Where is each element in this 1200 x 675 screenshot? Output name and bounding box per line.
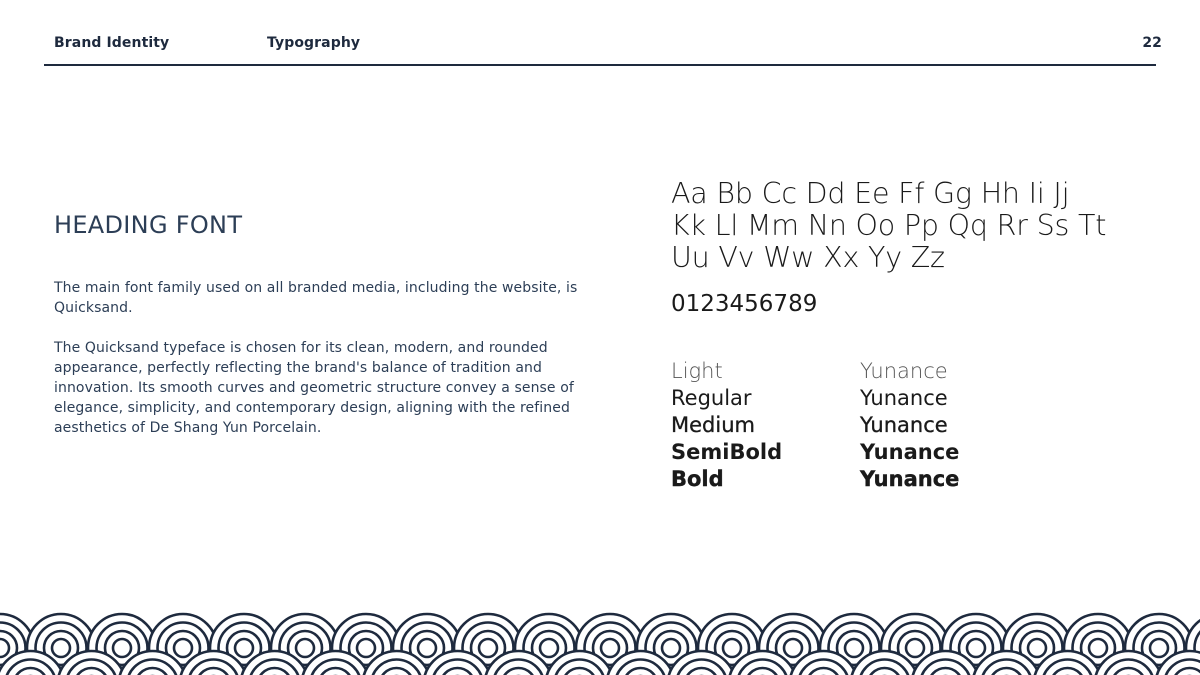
weight-row-semibold — [671, 439, 1171, 466]
font-weights-list — [671, 358, 1171, 493]
wave-ring — [967, 639, 985, 657]
wave-ring — [662, 639, 680, 657]
alphabet-line: Aa Bb Cc Dd Ee Ff Gg Hh Ii Jj — [671, 177, 1070, 210]
header-subsection-title: Typography — [267, 35, 361, 51]
wave-ring — [52, 639, 70, 657]
weight-name: Medium — [671, 413, 755, 437]
wave-ring — [845, 639, 863, 657]
weight-name: Light — [671, 359, 723, 383]
wave-ring — [418, 639, 436, 657]
weight-name: Regular — [671, 386, 752, 410]
seigaiha-wave-icon — [0, 600, 1200, 675]
weight-name: SemiBold — [671, 440, 783, 464]
weight-name: Bold — [671, 467, 724, 491]
wave-ring — [1089, 639, 1107, 657]
weight-sample: Yunance — [860, 413, 948, 437]
wave-ring — [235, 639, 253, 657]
wave-ring — [174, 639, 192, 657]
weight-sample: Yunance — [860, 386, 948, 410]
wave-ring — [357, 639, 375, 657]
wave-ring — [784, 639, 802, 657]
wave-ring — [1150, 639, 1168, 657]
wave-ring — [479, 639, 497, 657]
description-paragraph-1: The main font family used on all branded media, including the website, is Quicksand. — [54, 280, 578, 316]
weight-row-light — [671, 358, 1171, 385]
wave-ring — [906, 639, 924, 657]
wave-ring — [296, 639, 314, 657]
weight-sample: Yunance — [860, 440, 960, 464]
wave-ring — [723, 639, 741, 657]
weight-row-bold — [671, 466, 1171, 493]
wave-ring — [113, 639, 131, 657]
alphabet-specimen — [671, 178, 1171, 274]
weight-row-medium — [671, 412, 1171, 439]
wave-ring — [0, 639, 9, 657]
weight-sample: Yunance — [860, 467, 960, 491]
wave-ring — [540, 639, 558, 657]
description-paragraph-2: The Quicksand typeface is chosen for its clean, modern, and rounded appearance, perfectly reflecting the brand's balance of tradition and innovation. Its smooth curves and geometric structure convey a sense of elegance, simplicity, and contemporary design, aligning with the refined aesthetics of De Shang Yun Porcelain. — [54, 340, 574, 436]
page-number: 22 — [1142, 35, 1162, 51]
wave-ring — [1028, 639, 1046, 657]
weight-row-regular — [671, 385, 1171, 412]
alphabet-line: Kk Ll Mm Nn Oo Pp Qq Rr Ss Tt — [671, 209, 1107, 242]
weight-sample: Yunance — [860, 359, 948, 383]
numerals-specimen: 0123456789 — [671, 291, 818, 317]
header-section-title: Brand Identity — [54, 35, 170, 51]
alphabet-line: Uu Vv Ww Xx Yy Zz — [671, 241, 945, 274]
header-divider — [44, 64, 1156, 66]
heading-font-title: HEADING FONT — [54, 211, 243, 239]
wave-ring — [601, 639, 619, 657]
page-header — [0, 0, 1200, 66]
